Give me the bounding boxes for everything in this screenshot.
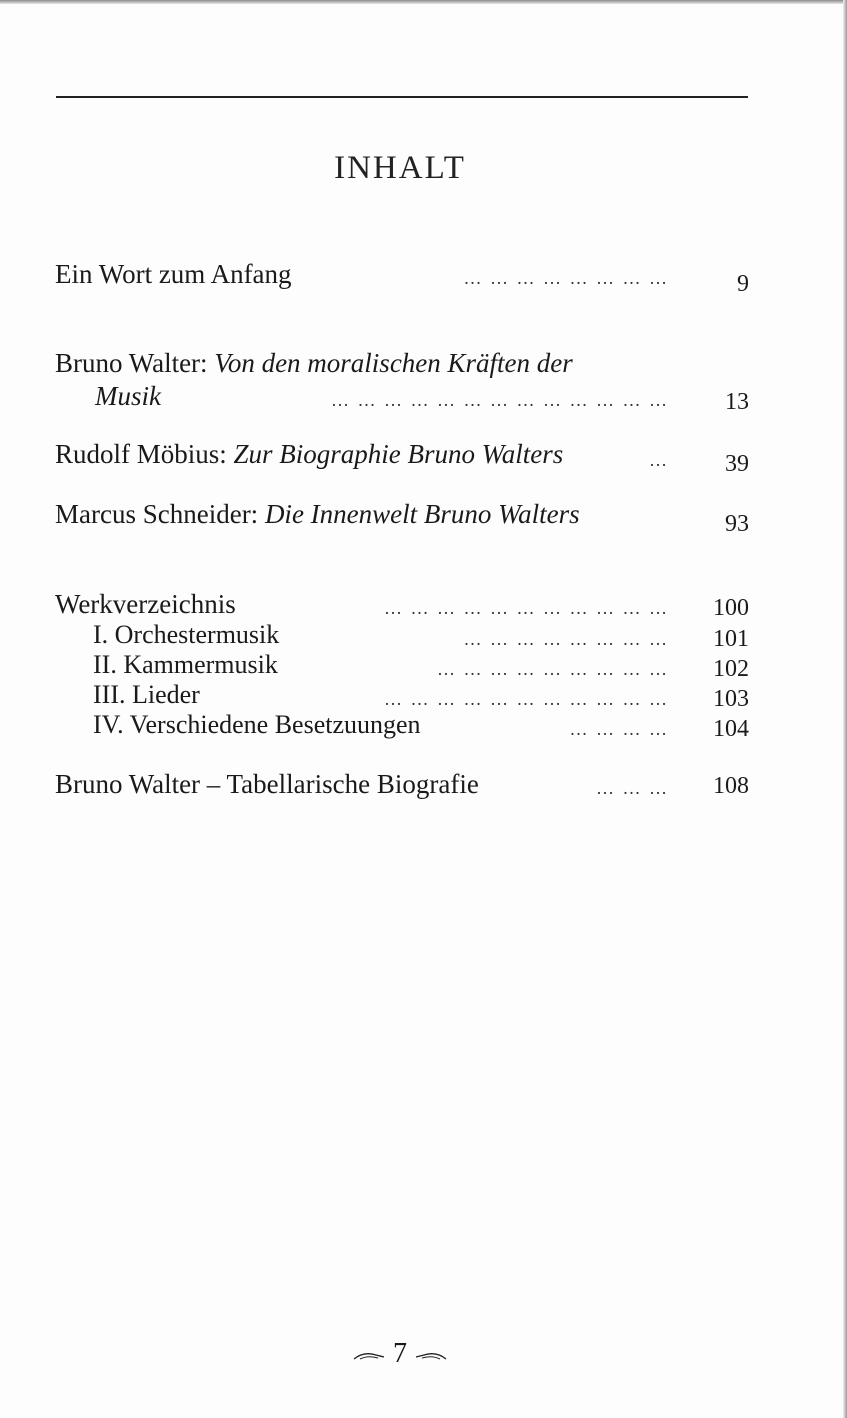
toc-entry-title: Die Innenwelt Bruno Walters: [264, 499, 580, 529]
ornament-right-icon: [414, 1349, 448, 1363]
toc-entry-title: Zur Biographie Bruno Walters: [233, 439, 564, 469]
toc-entry-page: 39: [725, 451, 749, 477]
toc-entry-page: 103: [713, 686, 749, 712]
page-edge: [0, 0, 847, 4]
page-number: 7: [393, 1338, 407, 1369]
toc-entry-author: Marcus Schneider:: [55, 499, 265, 529]
toc-entry-author: Bruno Walter:: [55, 348, 215, 378]
leader-dots: … … … … … … … …: [463, 629, 669, 649]
toc-entry-page: 100: [713, 595, 749, 621]
toc-entry-page: 104: [713, 716, 749, 742]
toc-entry-page: 101: [713, 626, 749, 652]
leader-dots: … … … … … … … … … … …: [384, 689, 669, 709]
toc-entry-title: I. Orchestermusik: [93, 620, 280, 649]
toc-entry-title: Bruno Walter – Tabellarische Biografie: [55, 769, 479, 799]
header-rule: [56, 96, 748, 98]
toc-entry-title-continued: Musik: [95, 381, 161, 411]
toc-entry-page: 108: [713, 773, 749, 799]
leader-dots: … … … … … … … …: [463, 268, 669, 288]
toc-entry-page: 93: [725, 511, 749, 537]
leader-dots: … … … … … … … … …: [437, 659, 669, 679]
toc-entry-title: IV. Verschiedene Besetzuungen: [93, 710, 421, 739]
ornament-left-icon: [352, 1349, 386, 1363]
page-footer: [0, 1338, 800, 1370]
leader-dots: … … …: [596, 778, 669, 798]
leader-dots: … … … …: [569, 719, 669, 739]
toc-entry-title: Ein Wort zum Anfang: [55, 259, 292, 289]
toc-entry-title: III. Lieder: [93, 680, 200, 709]
toc-entry-title: Werkverzeichnis: [55, 589, 236, 619]
toc-entry-title: Von den moralischen Kräften der: [214, 348, 573, 378]
toc-entry-page: 102: [713, 656, 749, 682]
toc-entry-page: 9: [737, 271, 749, 297]
page-title: INHALT: [334, 150, 466, 186]
leader-dots: … … … … … … … … … … …: [384, 598, 669, 618]
toc-entry-author: Rudolf Möbius:: [55, 439, 234, 469]
toc-entry-page: 13: [725, 389, 749, 415]
leader-dots: …: [649, 450, 669, 470]
leader-dots: … … … … … … … … … … … … …: [331, 390, 669, 410]
toc-entry-title: II. Kammermusik: [93, 650, 278, 679]
page-edge-right: [843, 0, 847, 1418]
